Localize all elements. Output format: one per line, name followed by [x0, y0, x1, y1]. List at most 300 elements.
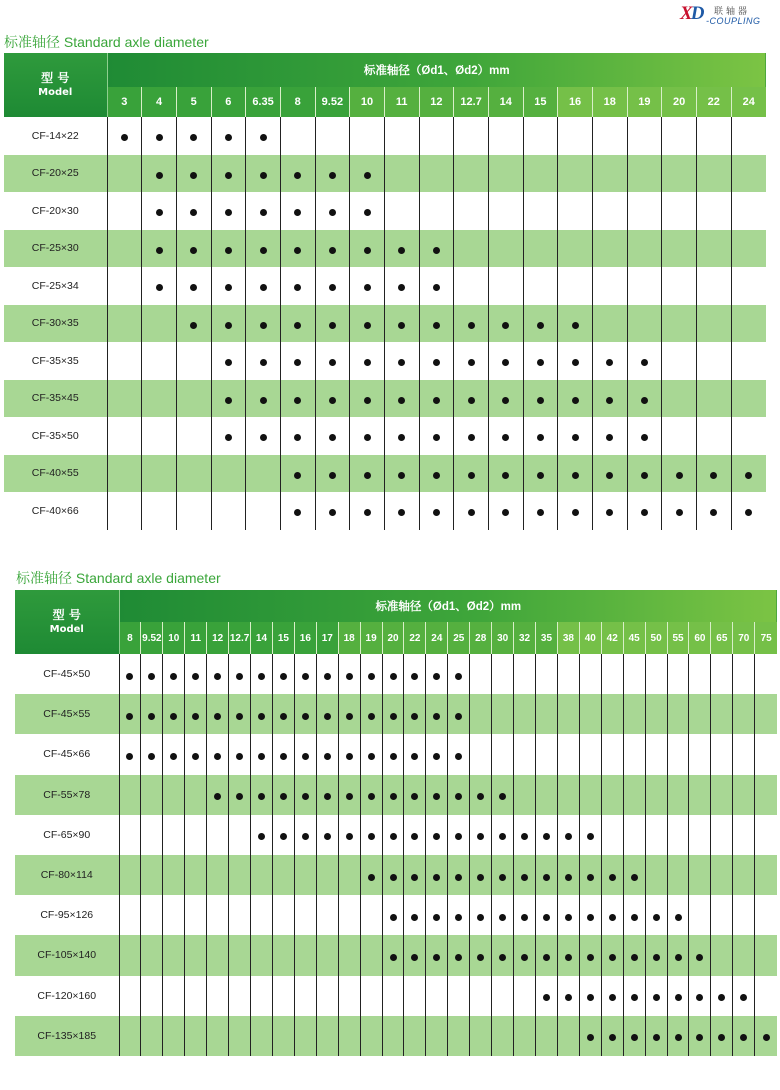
size-availability-cell — [315, 342, 350, 380]
size-availability-cell — [382, 694, 404, 734]
available-dot-icon — [258, 793, 265, 800]
size-availability-cell — [667, 976, 689, 1016]
size-availability-cell — [689, 855, 711, 895]
size-availability-cell — [382, 976, 404, 1016]
available-dot-icon — [543, 833, 550, 840]
size-availability-cell — [211, 380, 246, 418]
available-dot-icon — [329, 172, 336, 179]
size-header-cell: 20 — [382, 622, 404, 654]
available-dot-icon — [121, 134, 128, 141]
size-availability-cell — [350, 492, 385, 530]
available-dot-icon — [346, 753, 353, 760]
size-availability-cell — [419, 117, 454, 155]
size-availability-cell — [211, 342, 246, 380]
size-availability-cell — [163, 895, 185, 935]
size-availability-cell — [623, 1016, 645, 1056]
shaft-diameter-table-1 — [4, 53, 766, 530]
available-dot-icon — [455, 833, 462, 840]
available-dot-icon — [260, 434, 267, 441]
table-row — [4, 117, 766, 155]
size-availability-cell — [488, 455, 523, 493]
available-dot-icon — [364, 434, 371, 441]
size-availability-cell — [176, 155, 211, 193]
size-availability-cell — [185, 775, 207, 815]
size-availability-cell — [163, 775, 185, 815]
size-availability-cell — [119, 654, 141, 694]
size-availability-cell — [667, 734, 689, 774]
size-availability-cell — [294, 694, 316, 734]
size-availability-cell — [755, 1016, 777, 1056]
size-availability-cell — [514, 694, 536, 734]
size-availability-cell — [731, 305, 766, 343]
size-availability-cell — [627, 492, 662, 530]
available-dot-icon — [653, 914, 660, 921]
size-availability-cell — [601, 654, 623, 694]
size-availability-cell — [558, 305, 593, 343]
available-dot-icon — [260, 397, 267, 404]
available-dot-icon — [260, 359, 267, 366]
size-availability-cell — [246, 455, 281, 493]
size-availability-cell — [696, 342, 731, 380]
size-availability-cell — [492, 976, 514, 1016]
available-dot-icon — [192, 673, 199, 680]
size-availability-cell — [426, 775, 448, 815]
size-availability-cell — [360, 815, 382, 855]
table-row — [4, 492, 766, 530]
model-cell: CF-25×34 — [4, 267, 107, 305]
size-availability-cell — [733, 775, 755, 815]
size-availability-cell — [384, 192, 419, 230]
size-availability-cell — [601, 1016, 623, 1056]
size-availability-cell — [470, 976, 492, 1016]
size-availability-cell — [246, 192, 281, 230]
available-dot-icon — [641, 359, 648, 366]
size-availability-cell — [384, 267, 419, 305]
available-dot-icon — [411, 874, 418, 881]
available-dot-icon — [468, 472, 475, 479]
size-availability-cell — [107, 380, 142, 418]
size-availability-cell — [272, 855, 294, 895]
available-dot-icon — [368, 713, 375, 720]
model-cell: CF-25×30 — [4, 230, 107, 268]
size-availability-cell — [163, 654, 185, 694]
size-availability-cell — [338, 855, 360, 895]
available-dot-icon — [433, 322, 440, 329]
available-dot-icon — [499, 833, 506, 840]
available-dot-icon — [398, 434, 405, 441]
available-dot-icon — [364, 209, 371, 216]
size-availability-cell — [426, 976, 448, 1016]
size-availability-cell — [536, 654, 558, 694]
available-dot-icon — [502, 509, 509, 516]
size-availability-cell — [382, 775, 404, 815]
size-availability-cell — [689, 976, 711, 1016]
size-availability-cell — [176, 455, 211, 493]
available-dot-icon — [170, 753, 177, 760]
size-availability-cell — [142, 492, 177, 530]
available-dot-icon — [606, 509, 613, 516]
model-cell: CF-30×35 — [4, 305, 107, 343]
size-availability-cell — [419, 305, 454, 343]
size-availability-cell — [557, 734, 579, 774]
available-dot-icon — [236, 753, 243, 760]
size-availability-cell — [360, 694, 382, 734]
size-availability-cell — [272, 815, 294, 855]
size-availability-cell — [315, 417, 350, 455]
available-dot-icon — [225, 209, 232, 216]
size-availability-cell — [280, 230, 315, 268]
available-dot-icon — [214, 713, 221, 720]
size-availability-cell — [211, 305, 246, 343]
available-dot-icon — [324, 833, 331, 840]
available-dot-icon — [398, 472, 405, 479]
size-header-cell: 10 — [350, 87, 385, 117]
size-availability-cell — [454, 342, 489, 380]
size-availability-cell — [523, 117, 558, 155]
available-dot-icon — [368, 874, 375, 881]
size-availability-cell — [176, 305, 211, 343]
size-availability-cell — [731, 117, 766, 155]
available-dot-icon — [190, 322, 197, 329]
size-availability-cell — [107, 192, 142, 230]
size-availability-cell — [211, 192, 246, 230]
available-dot-icon — [302, 673, 309, 680]
size-availability-cell — [514, 976, 536, 1016]
size-availability-cell — [280, 117, 315, 155]
size-availability-cell — [142, 305, 177, 343]
available-dot-icon — [653, 954, 660, 961]
model-cell: CF-14×22 — [4, 117, 107, 155]
size-availability-cell — [731, 155, 766, 193]
size-availability-cell — [404, 775, 426, 815]
available-dot-icon — [329, 472, 336, 479]
available-dot-icon — [192, 753, 199, 760]
size-availability-cell — [107, 455, 142, 493]
size-availability-cell — [107, 342, 142, 380]
size-availability-cell — [592, 492, 627, 530]
size-availability-cell — [689, 694, 711, 734]
size-availability-cell — [419, 267, 454, 305]
available-dot-icon — [260, 322, 267, 329]
available-dot-icon — [156, 172, 163, 179]
size-availability-cell — [623, 775, 645, 815]
available-dot-icon — [368, 673, 375, 680]
available-dot-icon — [696, 994, 703, 1001]
table-row — [15, 855, 777, 895]
size-availability-cell — [711, 694, 733, 734]
available-dot-icon — [718, 994, 725, 1001]
available-dot-icon — [631, 914, 638, 921]
size-availability-cell — [488, 192, 523, 230]
size-availability-cell — [454, 192, 489, 230]
size-availability-cell — [119, 694, 141, 734]
available-dot-icon — [676, 472, 683, 479]
size-header-cell: 14 — [488, 87, 523, 117]
size-availability-cell — [731, 380, 766, 418]
size-availability-cell — [294, 935, 316, 975]
available-dot-icon — [225, 397, 232, 404]
available-dot-icon — [398, 284, 405, 291]
size-header-cell: 19 — [360, 622, 382, 654]
size-availability-cell — [755, 855, 777, 895]
size-availability-cell — [229, 775, 251, 815]
size-availability-cell — [207, 895, 229, 935]
table-row — [4, 230, 766, 268]
available-dot-icon — [502, 434, 509, 441]
available-dot-icon — [294, 247, 301, 254]
available-dot-icon — [676, 509, 683, 516]
size-header-cell: 55 — [667, 622, 689, 654]
available-dot-icon — [329, 509, 336, 516]
size-availability-cell — [404, 815, 426, 855]
available-dot-icon — [329, 397, 336, 404]
size-availability-cell — [667, 815, 689, 855]
available-dot-icon — [565, 954, 572, 961]
size-availability-cell — [142, 380, 177, 418]
available-dot-icon — [587, 833, 594, 840]
size-availability-cell — [733, 855, 755, 895]
size-availability-cell — [316, 694, 338, 734]
available-dot-icon — [565, 833, 572, 840]
available-dot-icon — [468, 397, 475, 404]
size-availability-cell — [338, 935, 360, 975]
size-availability-cell — [338, 775, 360, 815]
size-availability-cell — [662, 380, 697, 418]
size-availability-cell — [272, 734, 294, 774]
available-dot-icon — [468, 322, 475, 329]
size-availability-cell — [627, 455, 662, 493]
table-row — [15, 654, 777, 694]
size-availability-cell — [514, 815, 536, 855]
size-availability-cell — [280, 305, 315, 343]
size-availability-cell — [211, 117, 246, 155]
size-availability-cell — [141, 654, 163, 694]
size-availability-cell — [316, 895, 338, 935]
size-availability-cell — [755, 694, 777, 734]
size-availability-cell — [419, 155, 454, 193]
size-availability-cell — [623, 895, 645, 935]
available-dot-icon — [126, 673, 133, 680]
available-dot-icon — [260, 172, 267, 179]
size-availability-cell — [426, 1016, 448, 1056]
available-dot-icon — [468, 434, 475, 441]
available-dot-icon — [565, 994, 572, 1001]
size-header-cell: 15 — [523, 87, 558, 117]
model-cell: CF-45×50 — [15, 654, 119, 694]
size-header-cell: 70 — [733, 622, 755, 654]
size-availability-cell — [592, 455, 627, 493]
size-header-cell: 18 — [592, 87, 627, 117]
size-availability-cell — [382, 855, 404, 895]
size-availability-cell — [163, 734, 185, 774]
size-availability-cell — [711, 895, 733, 935]
size-availability-cell — [711, 654, 733, 694]
size-availability-cell — [492, 815, 514, 855]
size-availability-cell — [316, 734, 338, 774]
size-availability-cell — [662, 417, 697, 455]
available-dot-icon — [641, 509, 648, 516]
table-row — [15, 694, 777, 734]
size-availability-cell — [558, 380, 593, 418]
size-availability-cell — [141, 935, 163, 975]
size-availability-cell — [696, 230, 731, 268]
size-availability-cell — [280, 155, 315, 193]
size-availability-cell — [492, 654, 514, 694]
size-availability-cell — [280, 417, 315, 455]
size-availability-cell — [601, 734, 623, 774]
size-availability-cell — [492, 935, 514, 975]
available-dot-icon — [280, 713, 287, 720]
size-availability-cell — [350, 117, 385, 155]
size-availability-cell — [350, 380, 385, 418]
available-dot-icon — [455, 673, 462, 680]
size-availability-cell — [280, 455, 315, 493]
available-dot-icon — [390, 914, 397, 921]
size-availability-cell — [662, 492, 697, 530]
size-availability-cell — [536, 694, 558, 734]
size-availability-cell — [488, 267, 523, 305]
size-availability-cell — [689, 895, 711, 935]
available-dot-icon — [364, 172, 371, 179]
size-header-cell: 10 — [163, 622, 185, 654]
size-availability-cell — [645, 1016, 667, 1056]
size-availability-cell — [404, 1016, 426, 1056]
size-availability-cell — [558, 267, 593, 305]
available-dot-icon — [468, 509, 475, 516]
size-availability-cell — [141, 775, 163, 815]
size-availability-cell — [107, 117, 142, 155]
size-availability-cell — [185, 734, 207, 774]
size-availability-cell — [448, 734, 470, 774]
size-availability-cell — [338, 815, 360, 855]
size-availability-cell — [579, 694, 601, 734]
size-availability-cell — [557, 654, 579, 694]
size-availability-cell — [492, 895, 514, 935]
available-dot-icon — [696, 1034, 703, 1041]
size-availability-cell — [488, 492, 523, 530]
size-availability-cell — [696, 267, 731, 305]
size-header-cell: 42 — [601, 622, 623, 654]
size-availability-cell — [627, 155, 662, 193]
available-dot-icon — [587, 914, 594, 921]
size-availability-cell — [557, 895, 579, 935]
size-availability-cell — [645, 775, 667, 815]
size-availability-cell — [454, 305, 489, 343]
available-dot-icon — [411, 753, 418, 760]
size-availability-cell — [579, 815, 601, 855]
size-availability-cell — [470, 654, 492, 694]
available-dot-icon — [521, 954, 528, 961]
size-availability-cell — [426, 855, 448, 895]
size-availability-cell — [696, 117, 731, 155]
size-availability-cell — [211, 417, 246, 455]
available-dot-icon — [236, 793, 243, 800]
available-dot-icon — [587, 874, 594, 881]
available-dot-icon — [329, 247, 336, 254]
available-dot-icon — [411, 793, 418, 800]
size-header-cell: 32 — [514, 622, 536, 654]
size-availability-cell — [119, 1016, 141, 1056]
size-availability-cell — [689, 775, 711, 815]
size-availability-cell — [731, 417, 766, 455]
available-dot-icon — [433, 673, 440, 680]
available-dot-icon — [631, 954, 638, 961]
size-availability-cell — [419, 380, 454, 418]
size-availability-cell — [384, 342, 419, 380]
available-dot-icon — [587, 954, 594, 961]
size-availability-cell — [662, 117, 697, 155]
size-availability-cell — [426, 815, 448, 855]
available-dot-icon — [192, 713, 199, 720]
size-header-cell: 6 — [211, 87, 246, 117]
size-header-cell: 28 — [470, 622, 492, 654]
available-dot-icon — [631, 1034, 638, 1041]
size-availability-cell — [107, 417, 142, 455]
size-availability-cell — [755, 654, 777, 694]
size-availability-cell — [207, 935, 229, 975]
size-availability-cell — [470, 775, 492, 815]
available-dot-icon — [502, 359, 509, 366]
size-availability-cell — [448, 855, 470, 895]
available-dot-icon — [302, 833, 309, 840]
size-availability-cell — [667, 654, 689, 694]
model-cell: CF-40×55 — [4, 455, 107, 493]
available-dot-icon — [302, 793, 309, 800]
available-dot-icon — [477, 793, 484, 800]
size-availability-cell — [558, 192, 593, 230]
table-row — [15, 775, 777, 815]
size-availability-cell — [557, 815, 579, 855]
size-availability-cell — [404, 976, 426, 1016]
size-availability-cell — [185, 654, 207, 694]
available-dot-icon — [294, 434, 301, 441]
model-header-en: Model — [38, 87, 73, 98]
size-availability-cell — [142, 342, 177, 380]
size-availability-cell — [731, 342, 766, 380]
size-availability-cell — [426, 935, 448, 975]
size-header-cell: 12.7 — [229, 622, 251, 654]
size-availability-cell — [623, 654, 645, 694]
size-availability-cell — [294, 734, 316, 774]
size-availability-cell — [119, 855, 141, 895]
size-availability-cell — [272, 654, 294, 694]
available-dot-icon — [190, 172, 197, 179]
size-availability-cell — [711, 1016, 733, 1056]
available-dot-icon — [294, 509, 301, 516]
size-availability-cell — [246, 230, 281, 268]
available-dot-icon — [260, 134, 267, 141]
size-availability-cell — [384, 230, 419, 268]
size-availability-cell — [536, 1016, 558, 1056]
size-availability-cell — [755, 935, 777, 975]
size-availability-cell — [360, 976, 382, 1016]
available-dot-icon — [411, 914, 418, 921]
size-availability-cell — [696, 492, 731, 530]
size-availability-cell — [592, 267, 627, 305]
size-availability-cell — [419, 230, 454, 268]
size-availability-cell — [280, 192, 315, 230]
size-availability-cell — [454, 230, 489, 268]
size-availability-cell — [350, 155, 385, 193]
available-dot-icon — [653, 994, 660, 1001]
size-availability-cell — [523, 267, 558, 305]
size-availability-cell — [536, 895, 558, 935]
size-availability-cell — [523, 305, 558, 343]
available-dot-icon — [477, 914, 484, 921]
size-availability-cell — [755, 734, 777, 774]
size-availability-cell — [251, 1016, 273, 1056]
size-availability-cell — [142, 117, 177, 155]
